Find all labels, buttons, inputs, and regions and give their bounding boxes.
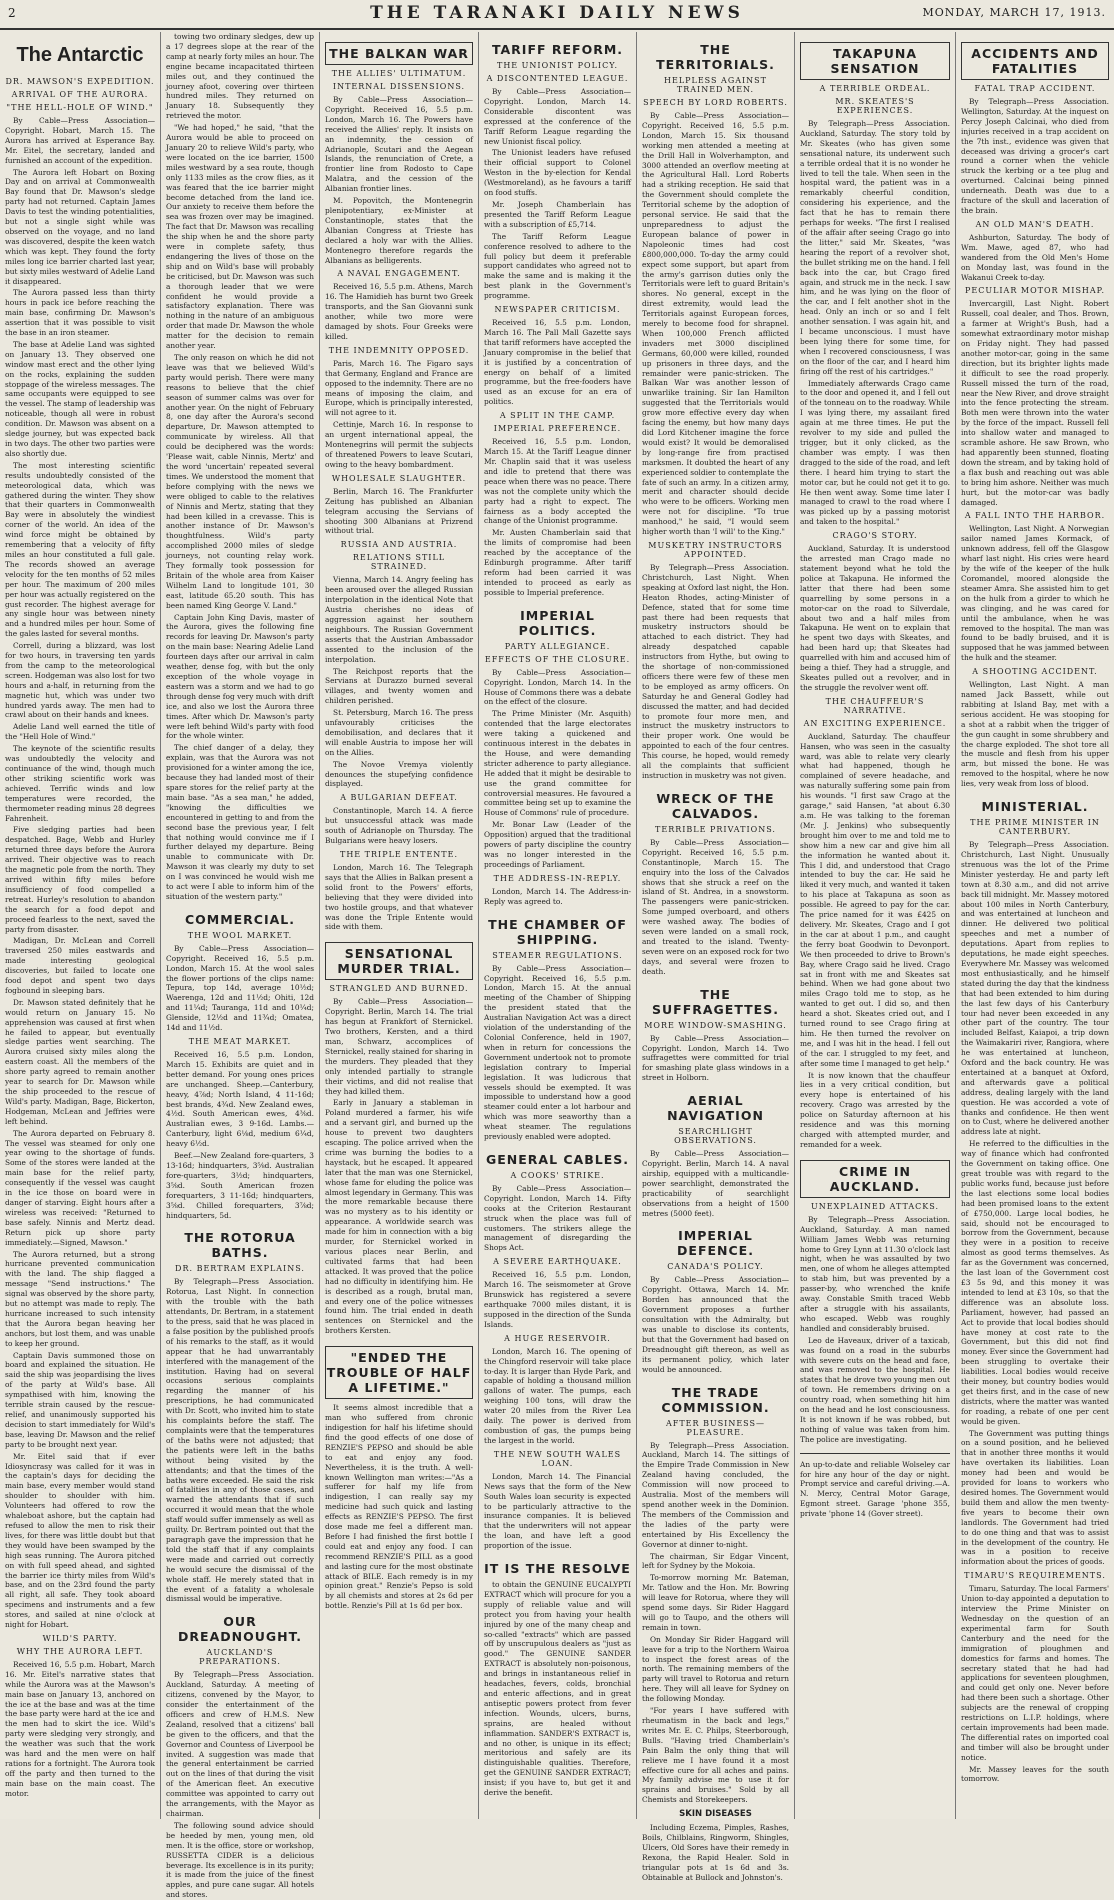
advert-text: An up-to-date and reliable Wolseley car for hire any hour of the day or night. Prompt service and careful driving.—A. N. Mercy, Central Motor Garage, Egmont street. Garage 'phone 355, private 'phone 14 (Gover street). [800, 1459, 950, 1519]
column-3 [320, 32, 478, 1819]
article-paragraph: By Cable—Press Association—Copyright. Ottawa, March 14. Mr. Borden has announced that the Government proposes a further consultation with the Admiralty, but was unable to disclose its contents, but that the Government had based on Dreadnought gift thereon, as well as its permanent policy, which later would be announced. [642, 1275, 789, 1374]
article-subheading: THE WOOL MARKET. [187, 930, 293, 940]
column-rule [319, 32, 320, 1819]
article-headline: AERIAL NAVIGATION [667, 1093, 764, 1124]
article-paragraph: "For years I have suffered with rheumatism in the back and legs," writes Mr. E. C. Philps, Steerborough, Bulls. "Having tried Chamberlain's Pain Balm the only thing that will relieve me I have found it a most effective cure for all aches and pains. My family advise me to use it for sprains and bruises." Sold by all Chemists and Storekeepers. [642, 1706, 789, 1805]
article-paragraph: It seems almost incredible that a man who suffered from chronic indigestion for half his lifetime should find the good effects of one dose of RENZIE'S PEPSO and should be able to eat and enjoy any food. Nevertheless, it is the truth. A well-known Wellington man writes:—"As a sufferer for half my life from indigestion, I can really say my medicine had such quick and lasting effects as RENZIE'S PEPSO. The first dose made me feel a different man. Before I had finished the first bottle I could eat and enjoy any food. I can recommend RENZIE'S PILL as a good and lasting cure for the most obstinate attack of BILE. Each remedy is in my opinion great." Renzie's Pepso is sold by all chemists and stores at 2s 6d per bottle. Renzie's Pill at 1s 6d per box. [325, 1403, 473, 1611]
article-subheading: A COOKS' STRIKE. [510, 1170, 605, 1180]
article-headline: THE SUFFRAGETTES. [652, 986, 779, 1017]
article-subheading: RUSSIA AND AUSTRIA. [340, 540, 458, 550]
article-paragraph: The most interesting scientific results undoubtedly consisted of the meteorological data, which was gathered during the winter. They show that their quarters in Commonwealth Bay were in absolutely the windiest corner of the world. An idea of the wind force might be obtained by remembering that a velocity of fifty miles an hour constituted a full gale. The records showed an average velocity for the ten months of 52 miles per hour. The maximum of 200 miles per hour was actually registered on the gust recorder. The highest average for any single hour was between ninety and a hundred miles per hour. Some of the gales lasted for several months. [5, 460, 155, 639]
article-paragraph: Adelie Land well earned the title of the "Hell Hole of Wind." [5, 722, 155, 742]
article-paragraph: "We had hoped," he said, "that the Aurora would be able to proceed on January 20 to relieve Wild's party, who were located on the ice barrier, 1500 miles westward by a sea route, though only 1133 miles as the crow flies, as it was feared that the ice barrier might become detached from the land ice. Our anxiety to receive them before the sea was frozen over may be imagined. The fact that Dr. Mawson was recalling the ship when he and the shore party were in complete safety, thus endangering the lives of those on the ship and on Wild's base will probably be criticised, but Dr. Mawson was such a thorough leader that we were confident he would provide a satisfactory explanation. There was nothing in the nature of an ambiguous order that made Dr. Mawson the whole matter for the decision to remain another year. [166, 123, 314, 351]
article-subheading: UNEXPLAINED ATTACKS. [810, 1201, 940, 1211]
article-headline: THE TRADE COMMISSION. [661, 1384, 770, 1415]
article-paragraph: On Monday Sir Rider Haggard will leave for a trip to the Northern Wairoa to inspect the forest areas of the north. The remaining members of the party will travel to Rotorua and return here. They will all leave for Sydney on the following Monday. [642, 1634, 789, 1704]
article-paragraph: Vienna, March 14. Angry feeling has been aroused over the alleged Russian interpolation in the identical Note that Austria cherishes no ideas of aggression against her southern neighbours. The Russian Government asserts that the Austrian Ambassador assented to the inclusion of the interpolation. [325, 575, 473, 664]
column-7 [956, 32, 1114, 1819]
article-subheading: DR. BERTRAM EXPLAINS. [175, 1264, 305, 1274]
article-paragraph: By Telegraph—Press Association. Auckland, Saturday. A man named William James Webb was returning home to Grey Lynn at 11.30 o'clock last night, when he was assaulted by two men, one of whom he alleges attempted to stab him, but was prevented by a passer-by, who wrenched the knife away. Constable Smith traced Webb after a struggle with his assailants, who escaped. Webb was roughly handled and considerably bruised. [800, 1214, 950, 1333]
article-paragraph: By Cable—Press Association—Copyright. Received 16, 5.5 p.m. London, March 15. At the annual meeting of the Chamber of Shipping the president stated that the Australian Navigation Act was a direct violation of the understanding of the Colonial Conference, held in 1907, when in return for concessions the Government undertook not to promote legislation contrary to Imperial legislation. It was ludicrous that vessels should be exempted. It was impossible to understand how a good steamer could enter a lot harbour and which was more seaworthy than a wheat steamer. The regulations previously enabled were adopted. [484, 963, 631, 1142]
article-subheading: MORE WINDOW-SMASHING. [644, 1020, 787, 1030]
article-paragraph: Received 16, 5.5 p.m. London, March 16. The seismometer at Grove Brunswick has registered a severe earthquake 7000 miles distant, it is supposed in the direction of the Sunda Islands. [484, 1270, 631, 1329]
article-subheading: WHY THE AURORA LEFT. [16, 1646, 144, 1656]
article-subheading: AN OLD MAN'S DEATH. [975, 219, 1095, 229]
article-subheading: A SPLIT IN THE CAMP. [499, 411, 616, 421]
article-paragraph: By Cable—Press Association—Copyright. Received 16, 5.5 p.m. London, March 15. At the wool sales the flower portions of the clips name: Tepura, top 14d, average 10½d; Waerenga, 12d and 11½d; Ohiti, 12d and 11¼d; Tauranga, 11d and 10¼d; Glenside, 12½d and 11¾d; Omatea, 14d and 11½d. [166, 943, 314, 1033]
article-headline: THE ROTORUA BATHS. [184, 1230, 296, 1261]
article-headline: IMPERIAL POLITICS. [518, 607, 597, 638]
article-paragraph: Madigan, Dr. McLean and Correll traversed 250 miles eastwards and made interesting geological discoveries, but failed to locate one food depot and spent two days fogbound in sleeping bars. [5, 936, 155, 995]
article-paragraph: By Telegraph—Press Association. Auckland, Saturday. A meeting of citizens, convened by the Mayor, to consider the entertainment of the officers and crew of H.M.S. New Zealand, resolved that a citizens' ball be given to the officers, and that the Governor and Countess of Liverpool be invited. A suggestion was made that the general entertainment be carried out on the lines of that during the visit of the American fleet. An executive committee was appointed to carry out the arrangements, with the Mayor as chairman. [166, 1670, 314, 1818]
article-headline: TAKAPUNA SENSATION [800, 42, 950, 80]
article-paragraph: By Cable—Press Association—Copyright. London, March 14. In the House of Commons there was a debate on the effect of the closure. [484, 667, 631, 707]
article-subheading: WILD'S PARTY. [42, 1633, 118, 1643]
article-paragraph: By Cable—Press Association—Copyright. Received 16, 5.5 p.m. London, March 15. Six thousand working men attended a meeting at the Drill Hall in Wolverhampton, and 3000 attended an overflow meeting at the Agricultural Hall. Lord Roberts had a striking reception. He said that the Government should complete the Territorial scheme by the adoption of personal service. He said that the unpreparedness to adjust the European balance of power in Napoleonic times had cost £800,000,000. To-day the army could expect some support, but apart from the army's garrison duties only the Territorials were left to guard Britain's shores. No general, except in the direst extremity, would lead the Territorials against European forces, merely to become food for shrapnel. When 100,000 French afflicted invaders met 3000 disciplined Germans, 60,000 were killed, rounded up prisoners in three days, and the remainder were panic-stricken. The Balkan War was another lesson of unwarlike training. Sir Ian Hamilton suggested that the Territorials would grow more effective every day when facing the enemy, but how many days did Lord Kitchener imagine the force would exist? It would be demoralised by long-range fire from practised marksmen. It doubted the heart of any experienced soldier to contemplate the fate of such an army. In a citizen army, merit and character should decide who were to be officers. Working men were not for discipline. "To true manhood," he said, "I would seem higher worth than 'I will' to the King." [642, 111, 789, 537]
article-subheading: IMPERIAL PREFERENCE. [493, 424, 622, 434]
advertisement [800, 1453, 950, 1519]
article-paragraph: The base at Adelie Land was sighted on January 13. They observed one window mast erect and the other lying on the rocks, explaining the sudden stoppage of the wireless messages. The same occupants were equipped to see the vessel. The stamp of leadership was noticeable, though all were in robust condition. Dr. Mawson was absent on a sledge journey, but was expected back in two days. The other two parties were also shortly due. [5, 339, 155, 458]
column-2 [161, 32, 319, 1900]
article-paragraph: London, March 14. The Financial News says that the form of the New South Wales loan security is expected to be particularly attractive to the insurance companies. It is believed that the underwriters will not appear the loan, and have left a good proportion of the issue. [484, 1471, 631, 1551]
article-paragraph: By Telegraph—Press Association. Auckland, Saturday. The story told by Mr. Skeates (who has given some sensational nature, its underwent such a terrible ordeal that it is no wonder he lived to tell the tale. When seen in the hospital ward, the patient was in a remarkably cheerful condition, considering his experience, and the fact that he has to remain there perhaps for weeks. "The first I realised of the affair after seeing Crago go into the litter," said Mr. Skeates, "was hearing the report of a revolver shot, the bullet striking me on the hand. I fell back into the car, but Crago fired again, and struck me in the neck. I saw him, and he was lying on the floor of the car, and I felt another shot in the head. Only an inch or so and I felt another sensation. I was again hit, and I became unconscious. I must have been lying there for some time, for when I recovered consciousness, I was on the floor of the car, and I heard him firing off the rest of his cartridges." [800, 119, 950, 376]
article-paragraph: Five sledging parties had been despatched. Bage, Webb and Hurley returned three days before the Aurora arrived. Their objective was to reach the magnetic pole from the north. They arrived within fifty miles before insufficiency of food compelled a retreat. Hurley's resolution to abandon the search for a food depot and proceed fearless to the next, saved the party from disaster. [5, 825, 155, 934]
article-paragraph: The following sound advice should be heeded by men, young men, old men. It is the office, store or workshop, RUSSETTA CIDER is a delicious beverage. Its excellence is in its purity; it is made from the juice of the finest apples, and pure cane sugar. All hotels and stores. [166, 1820, 314, 1900]
article-paragraph: Beef.—New Zealand fore-quarters, 3 13-16d; hindquarters, 3⅝d. Australian fore-quarters, 3½d; hindquarters, 3⅝d. South American frozen forequarters, 3 11-16d; hindquarters, 3⅝d. Chilled forequarters, 3⅞d; hindquarters, 5d. [166, 1151, 314, 1220]
article-paragraph: Constantinople, March 14. A fierce but unsuccessful attack was made south of Adrianople on Thursday. The Bulgarians were heavy losers. [325, 806, 473, 846]
article-paragraph: It is now known that the chauffeur lies in a very critical condition, but every hope is entertained of his recovery. Crago was arrested by the police on Saturday afternoon at his residence and was this morning charged with attempted murder, and remanded for a week. [800, 1070, 950, 1149]
article-subheading: THE UNIONIST POLICY. [496, 61, 618, 70]
article-paragraph: Mr. Massey leaves for the south tomorrow. [961, 1764, 1109, 1784]
article-subheading: WHOLESALE SLAUGHTER. [331, 473, 467, 483]
article-paragraph: Timaru, Saturday. The local Farmers' Union to-day appointed a deputation to interview the Prime Minister on Wednesday on the question of an experimental farm for South Canterbury and the need for the immigration of ploughmen and domestics for farms and homes. The secretary stated that he had had applications for seventeen ploughmen, and could get only one. Never before had there been such a shortage. Other subjects are the renewal of cropping restrictions on L.I.P. holdings, where certain improvements had been made. The differential rates on imported coal and timber will also be brought under notice. [961, 1584, 1109, 1762]
article-paragraph: By Telegraph—Press Association. Christchurch, Last Night. When speaking at Oxford last night, the Hon. Heaton Rhodes, acting-Minister of Defence, stated that for some time past there had been requests that musketry instructors should be attached to each district. They had already despatched capable instructors from Hythe, but owing to the shortage of non-commissioned officers there were few of these men to be employed as army officers. On Saturday he and General Godley had discussed the matter, and had decided to promote four more men, and instruct the musketry instructors to their proper work. One would be appointed to each of the four centres. This course, he hoped, would remedy all the complaints that sufficient instruction in musketry was not given. [642, 562, 789, 780]
article-paragraph: Mr. Bonar Law (Leader of the Opposition) argued that the traditional powers of party discipline the country was no longer interested in the proceedings of Parliament. [484, 820, 631, 869]
article-paragraph: towing two ordinary sledges, dew up a 17 degrees slope at the rear of the camp at nearly forty miles an hour. The engine became incapacitated thirteen miles out, and they continued the journey afoot, covering over thirteen hundred miles. They returned on January 18. Subsequently they retrieved the motor. [166, 32, 314, 121]
article-paragraph: The Reichpost reports that the Servians at Durazzo burned several villages, and twenty women and children perished. [325, 666, 473, 706]
article-subheading: AFTER BUSINESS—PLEASURE. [666, 1418, 765, 1437]
page-number: 2 [8, 6, 16, 20]
article-subheading: HELPLESS AGAINST TRAINED MEN. [664, 76, 767, 94]
article-subheading: MR. SKEATES'S EXPERIENCES. [835, 97, 915, 115]
article-paragraph: The Government was putting things on a sound position, and he believed that in another three months it would have overtaken its liabilities. Loan money had been and would be provided for loans to workers who desired homes. The Government would build them and allow the men twenty-five years to become their own landlords. The Government had tried to do one thing and that was to assist in the development of the country. He was in a position to receive information about the prices of goods. [961, 1428, 1109, 1567]
article-paragraph: Auckland, Saturday. The chauffeur Hansen, who was seen in the casualty ward, was able to relate very clearly what had happened, though he complained of severe headache, and was naturally suffering some pain from his wounds. "I first saw Crago at the garage," said Hansen, "at about 6.30 a.m. He was talking to the foreman (Mr. J. Jenkins) who subsequently brought him over to me and told me to show him a new car and give him all the information he wanted about it. This I did, and understood that Crago intended to buy the car. He said he liked it very much, and wanted it taken to his place at Takapuna as soon as possible. He agreed to pay for the car. The price named for it was £425 on delivery. Mr. Skeates, Crago and I got in the car at about 1 p.m., and caught the ferry boat Goodwin to Devonport. We then proceeded to drive to Brown's Bay, where Crago said he lived. Crago sat in front with me and Skeates sat behind. When we had gone about two miles Crago told me to stop, as he wanted to get out. I did so, and then heard a shot. Skeates cried out, and I turned round to see Crago firing at him. He then turned the revolver on me, and I was hit in the head. I fell out of the car. I struggled to my feet, and after some time I managed to get help." [800, 731, 950, 1068]
article-paragraph: By Telegraph—Press Association. Rotorua, Last Night. In connection with the trouble with the bath attendants, Dr. Bertram, in a statement to the press, said that he was placed in a false position by the published proofs of his remarks to the staff, as it would appear that he had unwarrantably interfered with the management of the institution. Having had on several occasions serious complaints regarding the manner of his prescriptions, he had communicated with Dr. Scott, who invited him to state his complaints before the staff. The complaints were that the temperatures of the baths were not adjusted; that the patients were left in the baths without being visited by the attendants; and that the times of the baths were exceeded. He said the risk of fatalities in any of those cases, and warned the attendants that if such occurred it would mean that the whole staff would suffer immensely as well as guilty. Dr. Bertram pointed out that the paragraph gave the impression that he told the staff that if any complaints were made and carried out correctly he would secure the dismissal of the whole staff. He merely stated that in the event of a fatality a wholesale dismissal would be imperative. [166, 1277, 314, 1604]
article-subheading: A NAVAL ENGAGEMENT. [337, 269, 461, 279]
article-subheading: THE MEAT MARKET. [188, 1037, 292, 1046]
article-subheading: THE ADDRESS-IN-REPLY. [493, 873, 622, 883]
article-paragraph: Paris, March 16. The Figaro says that Germany, England and France are opposed to the indemnity. There are no means of imposing the claim, and Europe, which is principally interested, will not agree to it. [325, 358, 474, 418]
article-subheading: EFFECTS OF THE CLOSURE. [484, 654, 631, 664]
article-paragraph: Including Eczema, Pimples, Rashes, Boils, Chilblains, Ringworm, Shingles, Ulcers, Old Sores have their remedy in Rexona, the Rapid Healer. Sold in triangular pots at 1s 6d and 3s. Obtainable at Bullock and Johnston's. [642, 1823, 789, 1882]
article-paragraph: to obtain the GENUINE EUCALYPTI EXTRACT which will procure for you a supply of reliable value and will protect you from having your health injured by one of the many cheap and so-called "extracts" which are passed off by unscrupulous dealers as "just as good." The GENUINE SANDER EXTRACT is absolutely non-poisonous, and brings in instantaneous relief in headaches, fevers, colds, bronchial and enteric affections, and in great antiseptic powers protect from fever infection. Wounds, ulcers, burns, sprains, are healed without inflammation. SANDER'S EXTRACT is, and no other, is unique in its effect; meritorious and safely are its distinguishable qualities. Therefore, get the GENUINE SANDER EXTRACT; insist; if you have to, but get it and derive the benefit. [484, 1580, 631, 1798]
column-rule [478, 32, 479, 1819]
article-headline: TARIFF REFORM. [491, 42, 624, 57]
article-subheading: STRANGLED AND BURNED. [329, 984, 469, 994]
article-headline: "ENDED THE TROUBLE OF HALF A LIFETIME." [325, 1346, 473, 1399]
article-paragraph: Received 16, 5.5 p.m. London, March 15. Exhibits are quiet and in better demand. For young ones prices are unchanged. Sheep.—Canterbury, heavy, 4⅞d; North Island, 4 11-16d; best brands, 4¾d. New Zealand ewes, 4½d. South American ewes, 4⅜d. Australian ewes, 3 9-16d. Lambs.—Canterbury, light 6⅛d, medium 6¼d, heavy 6½d. [166, 1050, 314, 1149]
article-paragraph: Ashburton, Saturday. The body of Wm. Mawe, aged 87, who had wandered from the Old Men's Home on Monday last, was found in the Wakanui Creek to-day. [961, 232, 1109, 282]
article-subheading: A SEVERE EARTHQUAKE. [493, 1257, 622, 1267]
article-subheading: ARRIVAL OF THE AURORA. [11, 90, 149, 99]
article-subheading: AN EXCITING EXPERIENCE. [803, 718, 947, 728]
article-paragraph: Mr. Austen Chamberlain said that the limits of compromise had been reached by the acceptance of the Edinburgh programme. After tariff reform had been carried it was intended to proceed as early as possible to Imperial preference. [484, 528, 631, 597]
article-paragraph: By Telegraph—Press Association. Auckland, March 14. The sittings of the Empire Trade Commission in New Zealand having concluded, the Commission will now proceed to Australia. Most of the members will spend another week in the Dominion. The members of the Commission and the ladies of the party were entertained by His Excellency the Governor at dinner to-night. [642, 1440, 789, 1549]
column-rule [160, 32, 161, 1819]
article-paragraph: Wellington, Last Night. A man named Jack Bassett, while out rabbiting at Island Bay, met with a serious accident. He was stooping for a shot at a rabbit when the trigger of the gun caught in some shrubbery and the charge exploded. The shot tore all the muscle and flesh from his upper arm, but missed the bone. He was removed to the hospital, where he now lies, very weak from loss of blood. [961, 680, 1109, 789]
article-subheading: STEAMER REGULATIONS. [492, 950, 623, 960]
article-subheading: A SHOOTING ACCIDENT. [972, 667, 1098, 677]
article-subheading: CANADA'S POLICY. [667, 1262, 764, 1272]
article-paragraph: The Tariff Reform League conference resolved to adhere to the full policy but deem it preferable support candidates who agreed not to make the same and is making it the best plank in the Government's programme. [484, 231, 631, 301]
article-subheading: TERRIBLE PRIVATIONS. [655, 824, 776, 834]
article-headline: OUR DREADNOUGHT. [178, 1614, 302, 1645]
article-paragraph: Received 16, 5.5 p.m. London, March 15. At the Tariff League dinner Mr. Chaplin said that it was useless and idle to pretend that there was peace when there was no peace. There was not the complete unity which the party had a right to expect. The fairness as a body accepted the change of the Unionist programme. [484, 437, 631, 526]
newspaper-title: THE TARANAKI DAILY NEWS [370, 3, 744, 23]
article-subheading: THE CHAUFFEUR'S NARRATIVE. [825, 696, 925, 715]
article-headline: THE BALKAN WAR [325, 42, 473, 65]
article-headline: THE CHAMBER OF SHIPPING. [488, 916, 627, 947]
article-headline: IT IS THE RESOLVE [484, 1561, 631, 1577]
column-6 [795, 32, 955, 1819]
article-headline: WRECK OF THE CALVADOS. [656, 790, 775, 821]
article-paragraph: The Prime Minister (Mr. Asquith) contended that the large electorates were taking a quickened and continuous interest in the debates in the House, and were demanding stricter adherence to party allegiance. He added that it might be desirable to use the grand committee for controversial measures. He favoured a committee being set up to examine the House of Commons' rule of procedure. [484, 709, 631, 818]
article-subheading: DR. MAWSON'S EXPEDITION. [5, 77, 155, 86]
article-paragraph: By Cable—Press Association—Copyright. Berlin, March 14. A naval airship, equipped with a multicandle-power searchlight, demonstrated the practicability of searchlight observations from a height of 1500 metres (5000 feet). [642, 1149, 789, 1218]
article-paragraph: Invercargill, Last Night. Robert Russell, coal dealer, and Thos. Brown, a farmer at Wright's Bush, had a somewhat extraordinary motor mishap on Friday night. They had passed another motor-car, going in the same direction, but its brighter lights made it difficult to see the road properly. Russell missed the turn of the road, near the New River, and drove straight into the fence protecting the stream. Both men were thrown into the water by the force of the impact. Russell fell into shallow water and managed to scramble ashore. He saw Brown, who had apparently been stunned, floating down the stream, and by taking hold of a flax bush and reaching out was able to bring him ashore. Neither was much hurt, but the motor-car was badly damaged. [961, 299, 1109, 507]
section-title: The Antarctic [16, 44, 144, 66]
article-paragraph: By Cable—Press Association—Copyright. Received 16, 5.5 p.m. Constantinople, March 15. The enquiry into the loss of the Calvados shows that she struck a reef on the island of St. Andrea, in a snowstorm. The passengers were panic-stricken. Some jumped overboard, and others were washed away. The bodies of seven were landed on a small rock, and treated to the island. Twenty-seven were on an exposed rock for two days, and several were frozen to death. [642, 837, 789, 976]
article-paragraph: By Telegraph—Press Association. Christchurch, Last Night. Unusually strenuous was the lot of the Prime Minister yesterday. He and party left town at 8.30 a.m., and did not arrive back till midnight. Mr. Massey motored about 100 miles in North Canterbury, and was entertained at luncheon and dinner. He delivered two political speeches and met a number of deputations. Apart from replies to deputations, he made eight speeches. Everywhere Mr. Massey was welcomed most enthusiastically, and he himself stated during the day that the kindness that had been extended to him during the last few days of his Canterbury tour had never been exceeded in any other part of the country. The tour included Belfast, Kaiapoi, a trip down the Waimakariri river, Rangiora, where he was entertained at luncheon, Oxford and the back country. He was entertained at a banquet at Oxford, and afterwards gave a political address, dealing largely with the land question. He was accorded a vote of thanks and confidence. He then went on to Cust, where he delivered another address late at night. [961, 840, 1109, 1137]
article-paragraph: By Cable—Press Association—Copyright. London, March 14. Considerable discontent was expressed at the conference of the Tariff Reform League regarding the new Unionist fiscal policy. [484, 87, 631, 146]
article-paragraph: Captain Davis summoned those on board and explained the situation. He said the ship was jeopardising the lives of the party at Wild's base. All sympathised with him, knowing the terrible strain caused by the rescue-relief, and unanimously supported his decision to start immediately for Wild's base, leaving Dr. Mawson and the relief party to be brought next year. [5, 1350, 155, 1449]
article-paragraph: Wellington, Last Night. A Norwegian sailor named James Kormack, of unknown address, fell off the Glasgow wharf last night. His cries were heard by the wife of the keeper of the hulk Coromandel, moored alongside the steamer Amra. She assisted him to get on the hulk from a girder to which he was clinging, and he was cared for until the ambulance, when he was removed to the hospital. The man was found to be badly bruised, and it is supposed that he was jammed between the hulk and the steamer. [961, 524, 1109, 663]
article-subheading: INTERNAL DISSENSIONS. [332, 82, 466, 91]
article-subheading: THE ALLIES' ULTIMATUM. [331, 69, 467, 78]
article-paragraph: Received 16, 5.5 p.m. Hobart, March 16. Mr. Eitel's narrative states that while the Aurora was at the Mawson's main base on January 13, anchored on the ice at the base and was at the time the base party were hard at the ice and the men had to skirt the ice. Wild's party were sledging very strongly, and the weather was such that the work was hard and the men were on half rations for a fortnight. The Aurora took off the party and then turned to the main base on the main coast. The motor. [5, 1659, 155, 1798]
article-paragraph: M. Popovitch, the Montenegrin plenipotentiary, ex-Minister at Constantinople, states that the Albanian Congress at Trieste has declared a holy war with the Allies. Montenegro therefore regards the Albanians as belligerents. [325, 196, 473, 265]
article-paragraph: The chief danger of a delay, they explain, was that the Aurora was not provisioned for a winter among the ice, because they had landed most of their spare stores for the relief party at the main base. "As a sea man," he added, "knowing the difficulties we encountered in getting to and from the second base the previous year, I felt that nothing would convince me if I further delayed my departure. Being unable to communicate with Dr. Mawson it was clearly my duty to set on I was convinced he would wish me to act were I able to inform him of the situation of the western party." [166, 743, 314, 901]
column-5 [637, 32, 794, 1882]
article-subheading: THE INDEMNITY OPPOSED. [328, 345, 470, 355]
article-paragraph: Auckland, Saturday. It is understood the arrested man Crago made no statement beyond what he told the police at Takapuna. He informed the latter that there had been some quarrelling by some persons in a motor-car on the road to Silverdale, about two and a half miles from Takapuna. He went on to explain that he spent two days with Skeates, and had been hard up; that Skeates had quarrelled with him and accused him of being a thief. They had a struggle, and Skeates pulled out a revolver, and in the struggle the revolver went off. [800, 544, 950, 692]
article-paragraph: By Cable—Press Association—Copyright. Berlin, March 14. The trial has begun at Frankfort of Sternickel. Two brothers, Kersten, and a third man, Schwarz, accomplices of Sternickel, really stained for sharing in the murders. They pleaded that they only intended partially to strangle their victims, and did not realise that they had killed them. [325, 997, 473, 1096]
article-paragraph: By Cable—Press Association—Copyright. London, March 14. Two suffragettes were committed for trial for smashing plate glass windows in a street in Holborn. [642, 1033, 789, 1083]
article-paragraph: To-morrow morning Mr. Bateman, Mr. Tatlow and the Hon. Mr. Bowring will leave for Rotorua, where they will spend some days. Sir Rider Haggard will go to Taupo, and the others will remain in town. [642, 1573, 789, 1632]
article-subheading: NEWSPAPER CRITICISM. [494, 305, 621, 315]
article-paragraph: The Aurora returned, but a strong hurricane prevented communication with the land. The ship flagged a message "Send instructions." The signal was observed by the shore party, but no attempt was made to reply. The hurricane increased to such intensity that the Aurora began heaving her anchors, but lost them, and was unable to keep her ground. [5, 1249, 155, 1348]
article-paragraph: The keynote of the scientific results was undoubtedly the velocity and continuance of the wind, though much other striking scientific work was achieved. Terrific winds and low temperatures were recorded, the thermometer reading minus 28 degrees Fahrenheit. [5, 744, 155, 823]
article-headline: MINISTERIAL. [981, 799, 1089, 815]
article-paragraph: Mr. Eitel said that if ever Idiosyncrasy was called for it was in the captain's days for deciding the main base, every member would stand shoulder to shoulder with him. Volunteers had offered to row the whaleboat ashore, but the captain had refused to allow the men to risk their lives, for there was little doubt but that they would have been swamped by the high seas running. The Aurora pitched on with full speed ahead, and sighted the barrier ice thirty miles from Wild's base, and on the 23rd found the party all right, all safe. They took aboard specimens and instruments and a few stores, and sailed at nine o'clock at night for Hobart. [5, 1451, 155, 1630]
article-paragraph: London, March 16. The Telegraph says that the Allies in Balkan present a solid front to the Powers' efforts, believing that they were divided into two hostile groups, and that whatever was done the Triple Entente would side with them. [325, 863, 473, 932]
masthead [0, 0, 1114, 30]
article-paragraph: Correll, during a blizzard, was lost for two hours, in traversing ten yards from the camp to the meteorological screen. Hodgeman was also lost for two hours and a-half, in returning from the magnetic hut, which was under two hundred yards away. The men had to crawl about on their hands and knees. [5, 641, 155, 720]
article-subheading: A DISCONTENTED LEAGUE. [486, 74, 629, 83]
article-paragraph: The Aurora passed less than thirty hours in pack ice before reaching the main base, confirming Dr. Mawson's assertion that it was possible to visit the base in an iron steamer. [5, 288, 155, 338]
article-paragraph: By Cable—Press Association—Copyright. Received 16, 5.5 p.m. London, March 16. The Powers have received the Allies' reply. It insists on an indemnity, the cession of Adrianople, Scutari and the Aegean Islands, the renunciation of Crete, a frontier line from Rodosto to Cape Malatra, and the cession of the Albanian frontier lines. [325, 95, 473, 194]
article-paragraph: Berlin, March 16. The Frankfurter Zeitung has published an Albanian telegram accusing the Servians of shooting 300 Albanians at Prizrend without trial. [325, 486, 473, 536]
article-subheading: SPEECH BY LORD ROBERTS. [643, 98, 788, 107]
article-paragraph: Immediately afterwards Crago came to the door and opened it, and I fell out of the tonneau on to the roadway. While I was lying there, my assailant fired again at me three times. He put the revolver to my side and pulled the trigger, but it only clicked, as the chamber was empty. I was then dragged to the side of the road, and left there. I heard him trying to start the motor car, but he could not get it to go. He then went away. Some time later I managed to crawl to the road where I was picked up by a passing motorist and taken to the hospital." [800, 378, 950, 527]
article-paragraph: The Novoe Vremya violently denounces the stupefying confidence displayed. [325, 759, 473, 789]
article-subheading: A BULGARIAN DEFEAT. [340, 793, 458, 803]
article-subheading: RELATIONS STILL STRAINED. [352, 553, 446, 572]
article-paragraph: Dr. Mawson stated definitely that he would return on January 15. No apprehension was caused at first when he failed to appear, but eventually sledge parties went searching. The Aurora cruised sixty miles along the eastern coast. All the members of the shore party agreed to remain another year to search for Dr. Mawson while the ship proceeded to the rescue of Wild's party. Madigan, Bage, Bickerton, Hodgeman, McLean and Jeffries were left behind. [5, 997, 155, 1126]
article-paragraph: The Aurora departed on February 8. The vessel was steamed for only one year owing to the shortage of funds. Some of the stores were landed at the main base for the relief party, consequently if the vessel was caught in the ice those on board were in danger of starving. Eight hours after a wireless was received: "Returned to base safely. Ninnis and Mertz dead. Return pick up shore party immediately.—Signed, Mawson." [5, 1128, 155, 1247]
article-paragraph: Cettinje, March 16. In response to an urgent international appeal, the Montenegrins will permit the subjects of threatened Powers to leave Scutari, owing to the heavy bombardment. [325, 420, 473, 469]
article-paragraph: The Unionist leaders have refused their official support to Colonel Weston in the by-election for Kendal (Westmoreland), as he favours a tariff on food stuffs. [484, 148, 631, 198]
article-headline: SENSATIONAL MURDER TRIAL. [325, 942, 473, 980]
article-paragraph: St. Petersburg, March 16. The press unfavourably criticises the demobilisation, and declares that it will enable Austria to impose her will on the Allies. [325, 708, 473, 757]
article-headline: IMPERIAL DEFENCE. [677, 1228, 754, 1259]
article-subheading: TIMARU'S REQUIREMENTS. [964, 1571, 1106, 1581]
article-headline: COMMERCIAL. [184, 911, 296, 927]
article-paragraph: Leo de Haveaux, driver of a taxicab, was found on a road in the suburbs with severe cuts on the head and face, and was removed to the hospital. He states that he drove two young men out of town. He remembers driving on a country road, when something hit him on the head and he lost consciousness. It is not known if he was robbed, but nothing of value was taken from him. The police are investigating. [800, 1335, 950, 1444]
article-subheading: A TERRIBLE ORDEAL. [819, 84, 931, 93]
column-4 [479, 32, 636, 1819]
article-subheading: FATAL TRAP ACCIDENT. [974, 84, 1096, 93]
issue-date: MONDAY, MARCH 17, 1913. [922, 6, 1106, 19]
article-paragraph: London, March 16. The opening of the Chingford reservoir will take place to-day. It is larger than Hyde Park, and capable of holding a thousand million gallons of water. The pumps, each weighing 100 tons, will draw the water 20 miles from the River Lea daily. The power is derived from combustion of gas, the pumps being the largest in the world. [484, 1346, 631, 1445]
article-subheading: A FALL INTO THE HARBOR. [964, 511, 1106, 521]
article-subheading: "THE HELL-HOLE OF WIND." [6, 103, 154, 112]
column-rule [794, 32, 795, 1819]
column-rule [636, 32, 637, 1819]
article-subheading: THE NEW SOUTH WALES LOAN. [493, 1449, 622, 1468]
advert-headline: SKIN DISEASES [679, 1809, 752, 1820]
article-paragraph: By Cable—Press Association—Copyright. London, March 14. Fifty cooks at the Criterion Restaurant struck when the place was full of customers. The strikers allege the management of disregarding the Shops Act. [484, 1183, 631, 1253]
article-paragraph: Mr. Joseph Chamberlain has presented the Tariff Reform League with a subscription of £5,714. [484, 199, 631, 229]
article-paragraph: By Telegraph—Press Association. Wellington, Saturday. At the inquest on Percy Joseph Calcinai, who died from injuries received in a trap accident on the 7th inst., evidence was given that deceased was driving a grocer's cart round a corner when the vehicle struck the kerbing or a tee plug and overturned. Calcinai being pinned underneath. Death was due to a fracture of the skull and laceration of the brain. [961, 97, 1109, 215]
article-paragraph: The only reason on which he did not leave was that we believed Wild's party would perish. There were many reasons to believe that the chief season of summer calms was over for another year. On the night of February 8, one day after the Aurora's second departure, Dr. Mawson attempted to communicate by wireless. All that could be deciphered was the words: 'Please wait, cable Ninnis, Mertz' and the word 'uncertain' repeated several times. We understood the moment that before complying with the news we were obliged to cable to the relatives of Ninnis and Mertz, stating that they had been killed in a crevasse. This is another instance of Dr. Mawson's thoughtfulness. Wild's party accomplished 2000 miles of sledge journeys, not counting relay work. They formally took possession for Britain of the whole area from Kaiser Wilhelm Land to longitude 101, 30 east, latitude 65.20 south. This has been named King George V. Land." [166, 353, 314, 610]
article-subheading: A HUGE RESERVOIR. [504, 1333, 611, 1343]
article-subheading: PECULIAR MOTOR MISHAP. [964, 286, 1105, 296]
article-headline: GENERAL CABLES. [485, 1151, 630, 1167]
article-paragraph: London, March 14. The Address-in-Reply was agreed to. [484, 886, 631, 906]
column-rule [955, 32, 956, 1819]
article-paragraph: Received 16, 5.5 p.m. Athens, March 16. The Hamidieh has burnt two Greek transports, and the San Giovanni sunk another, while two more were damaged by shots. Four Greeks were killed. [325, 282, 473, 341]
article-paragraph: The chairman, Sir Edgar Vincent, left for Sydney by the Mokoia. [642, 1551, 789, 1571]
article-paragraph: By Cable—Press Association—Copyright. Hobart, March 15. The Aurora has arrived at Esperance Bay. Mr. Eitel, the secretary, landed and furnished an account of the expedition. [5, 116, 155, 165]
columns [0, 32, 1114, 1900]
article-subheading: AUCKLAND'S PREPARATIONS. [199, 1648, 281, 1667]
column-1 [0, 32, 160, 1819]
article-paragraph: The Aurora left Hobart on Boxing Day and on arrival at Commonwealth Bay found that Dr. Mawson's sledge party had not returned. Captain James Davis to test the winding potentialities, but not a single sight while was observed on the voyage, and no land was discovered, despite the keen watch which was kept. They found the forty miles long ice barrier charted last year, but sixty miles westward of Adelie Land it disappeared. [5, 167, 155, 286]
article-headline: CRIME IN AUCKLAND. [800, 1160, 950, 1198]
article-paragraph: He referred to the difficulties in the way of finance which had confronted the Government on taking office. One great trouble was with regard to the public works fund, because just before the last elections some local bodies had been promised loans to the extent of £750,000. Large local bodies, he said, should not be encouraged to borrow from the Government, because they were in a position to receive almost as good terms themselves. As far as the Government was concerned, the last loan of the Government cost £3 5s 9d, and this money it was intended to lend at £3 10s, so that the difference was an absolute loss. Parliament, however, had passed an Act to provide that local bodies should have money at cost rate to the Government, but this did not find money. Ever since the Government had been struggling to overtake their liabilities. Local bodies would receive their money, but country bodies would get theirs first, and in the case of new districts, where the matter was wanted for roading, a rebate of one per cent would be given. [961, 1139, 1109, 1426]
article-subheading: MUSKETRY INSTRUCTORS APPOINTED. [648, 540, 783, 559]
article-paragraph: Received 16, 5.5 p.m. London, March 16. The Pall Mall Gazette says that tariff reformers have accepted the January compromise in the belief that it is justified by a concentration of energy on behalf of a limited programme, but the free-fooders have used as an excuse for an era of politics. [484, 318, 631, 407]
article-headline: THE TERRITORIALS. [656, 42, 775, 72]
article-subheading: CRAGO'S STORY. [832, 531, 918, 541]
article-subheading: THE PRIME MINISTER IN CANTERBURY. [970, 818, 1100, 837]
article-subheading: THE TRIPLE ENTENTE. [339, 850, 459, 859]
article-subheading: PARTY ALLEGIANCE. [504, 641, 611, 651]
article-headline: ACCIDENTS AND FATALITIES [961, 42, 1109, 80]
article-paragraph: Early in January a stableman in Poland murdered a farmer, his wife and a servant girl, and burned up the house to prevent two daughters escaping. The police arrived when the crime was burning the bodies to a haystack, but he escaped. It appeared later that the man was one Sternickel, whose fame for eluding the police was almost legendary in Germany. This was the more remarkable because there was no mystery as to his identity or appearance. A worldwide search was made for him in connection with a big murder, for Sternickel worked in various places near Berlin, and cultivated farms that had been attacked. It was proved that the police had no difficulty in identifying him. He is described as a rough, brutal man, and every one of the police witnesses found him. The trial ended in death sentences on Sternickel and the brothers Kersten. [325, 1098, 473, 1336]
article-subheading: SEARCHLIGHT OBSERVATIONS. [674, 1127, 757, 1146]
article-paragraph: Captain John King Davis, master of the Aurora, gives the following fine records for leaving Dr. Mawson's party on the main base: Nearing Adelie Land fourteen days after our arrival in calm weather, dense fog, with but the only exception of the whole voyage in eastern was a storm and we had to go through dense fog very much with drift ice, and also we lost the Aurora three times. After which Dr. Mawson's party were left behind Wild's party with food for the whole winter. [166, 612, 314, 741]
